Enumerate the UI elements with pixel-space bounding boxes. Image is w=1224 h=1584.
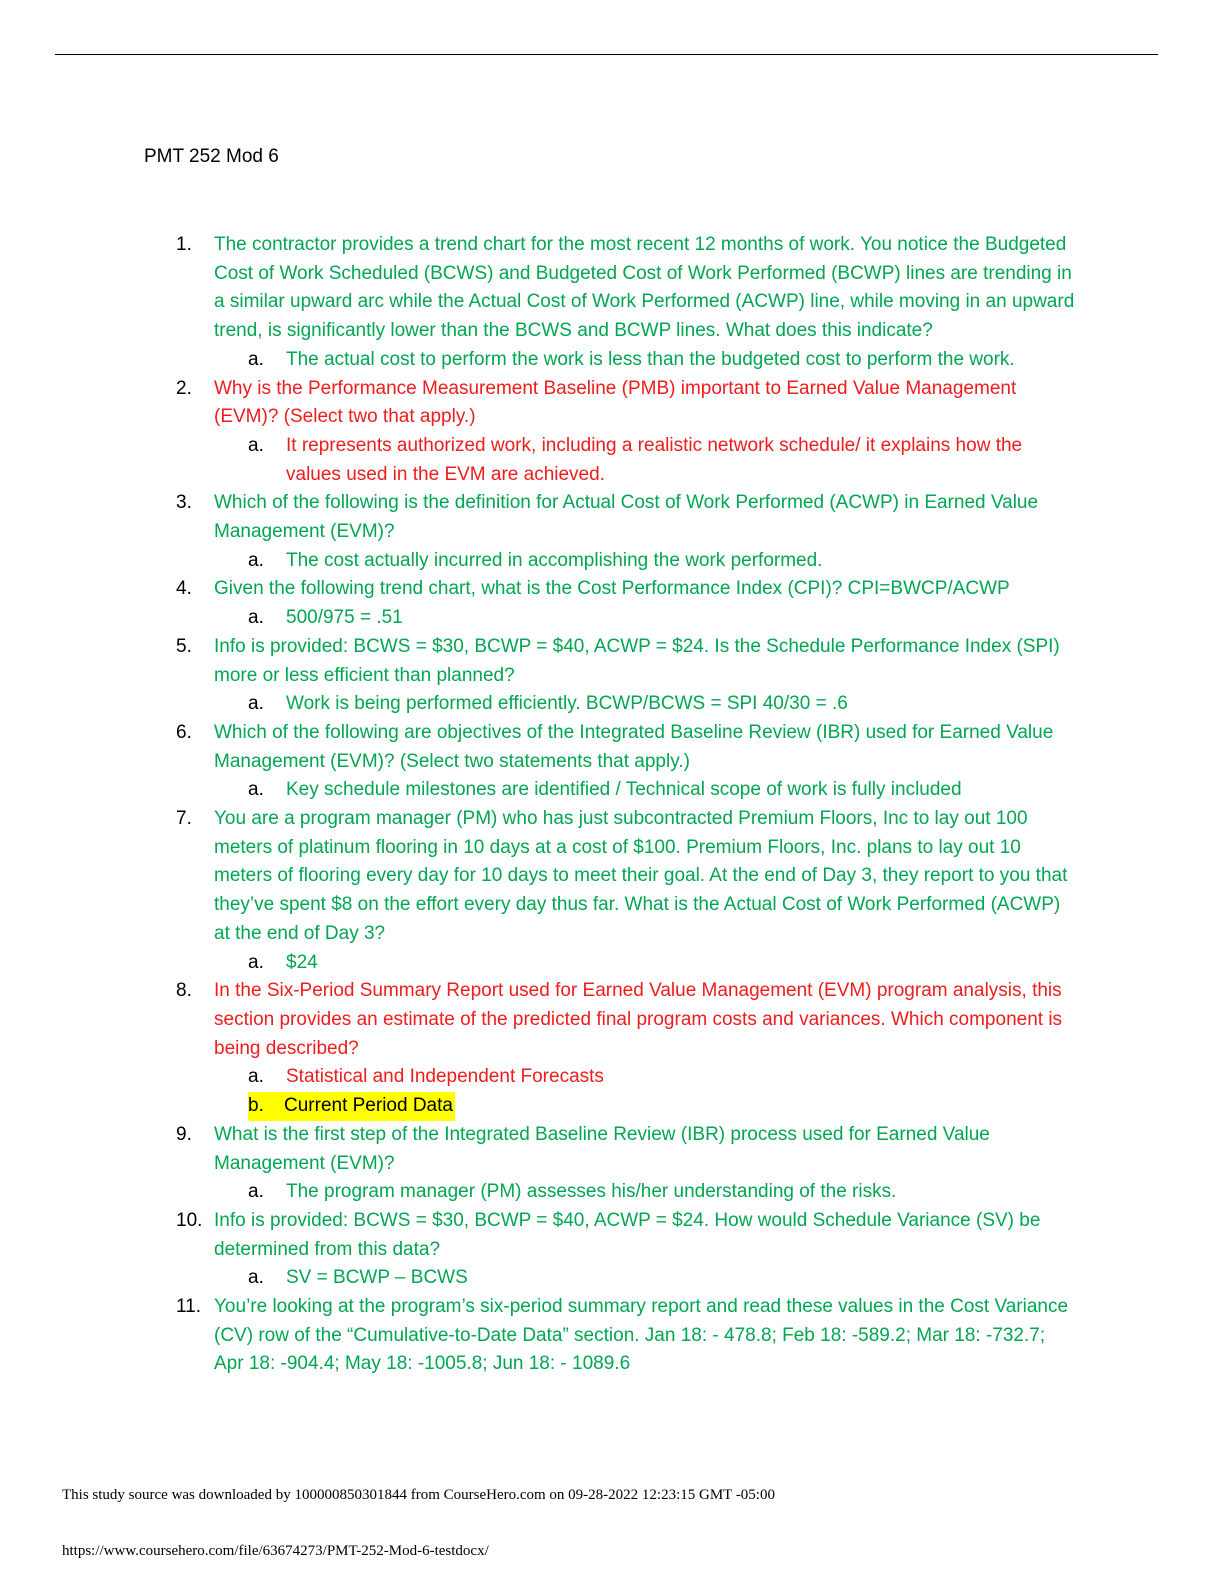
- question-item: [176, 633, 1076, 719]
- answer-list: [214, 604, 1076, 633]
- answer-list: [214, 1178, 1076, 1207]
- question-text: Given the following trend chart, what is the Cost Performance Index (CPI)? CPI=BWCP/ACWP: [214, 578, 1010, 600]
- question-number: 1.: [176, 234, 192, 255]
- question-item: [176, 1121, 1076, 1207]
- question-item: [176, 1293, 1076, 1379]
- answer-letter: a.: [248, 693, 264, 715]
- answer-item: [248, 1264, 1076, 1293]
- answer-list: [214, 1264, 1076, 1293]
- question-item: [176, 575, 1076, 632]
- answer-list: [214, 432, 1076, 489]
- question-text: You’re looking at the program’s six-period summary report and read these values in the Cost Variance (CV) row of the “Cumulative-to-Date Data” section. Jan 18: - 478.8; Feb 18: -589.2; Mar 18: -732.7; Apr 18: -904.4; May 18: -1005.8; Jun 18: - 1089.6: [214, 1296, 1069, 1375]
- answer-list: [214, 949, 1076, 978]
- question-number: 5.: [176, 635, 192, 657]
- question-text: Info is provided: BCWS = $30, BCWP = $40, ACWP = $24. How would Schedule Variance (SV) be determined from this data?: [214, 1209, 1041, 1260]
- question-text: The contractor provides a trend chart for the most recent 12 months of work. You notice the Budgeted Cost of Work Scheduled (BCWS) and Budgeted Cost of Work Performed (BCWP) lines are trending in a similar upward arc while the Actual Cost of Work Performed (ACWP) line, while moving in an upward trend, is significantly lower than the BCWS and BCWP lines. What does this indicate?: [214, 234, 1075, 342]
- top-rule: [55, 54, 1158, 55]
- question-item: [176, 375, 1076, 490]
- question-text: Info is provided: BCWS = $30, BCWP = $40, ACWP = $24. Is the Schedule Performance Index (SPI) more or less efficient than planned?: [214, 635, 1060, 686]
- answer-item: [248, 346, 1076, 375]
- question-number: 8.: [176, 980, 192, 1002]
- question-number: 11.: [176, 1296, 202, 1318]
- question-number: 3.: [176, 492, 192, 514]
- question-number: 4.: [176, 578, 192, 600]
- answer-text: It represents authorized work, including a realistic network schedule/ it explains how the values used in the EVM are achieved.: [286, 434, 1023, 485]
- answer-text: Current Period Data: [284, 1095, 453, 1117]
- answer-text: SV = BCWP – BCWS: [286, 1267, 468, 1289]
- question-text: Which of the following is the definition for Actual Cost of Work Performed (ACWP) in Earned Value Management (EVM)?: [214, 492, 1039, 543]
- answer-text: 500/975 = .51: [286, 607, 403, 629]
- question-text: What is the first step of the Integrated Baseline Review (IBR) process used for Earned Value Management (EVM)?: [214, 1123, 990, 1174]
- question-item: [176, 489, 1076, 575]
- answer-text: The actual cost to perform the work is less than the budgeted cost to perform the work.: [286, 348, 1015, 370]
- footer-url[interactable]: https://www.coursehero.com/file/63674273/PMT-252-Mod-6-testdocx/: [62, 1543, 489, 1559]
- answer-item: [248, 690, 1076, 719]
- question-list: [176, 231, 1076, 1379]
- answer-text: The program manager (PM) assesses his/her understanding of the risks.: [286, 1181, 897, 1203]
- question-number: 10.: [176, 1209, 203, 1231]
- answer-item: [248, 949, 1076, 978]
- answer-item: [248, 604, 1076, 633]
- answer-letter: a.: [248, 1181, 264, 1203]
- document-title: PMT 252 Mod 6: [144, 146, 279, 167]
- answer-list: [214, 690, 1076, 719]
- question-text: Why is the Performance Measurement Baseline (PMB) important to Earned Value Management (EVM)? (Select two that apply.): [214, 377, 1017, 428]
- answer-list: [214, 547, 1076, 576]
- question-item: [176, 231, 1076, 375]
- answer-text: Statistical and Independent Forecasts: [286, 1066, 604, 1088]
- answer-list: [214, 776, 1076, 805]
- answer-text: The cost actually incurred in accomplishing the work performed.: [286, 549, 823, 571]
- answer-text: Key schedule milestones are identified / Technical scope of work is fully included: [286, 779, 962, 801]
- question-number: 2.: [176, 377, 192, 399]
- question-number: 7.: [176, 808, 192, 830]
- answer-letter: a.: [248, 607, 264, 629]
- answer-letter: a.: [248, 1267, 264, 1289]
- answer-item: [248, 432, 1076, 489]
- answer-letter: a.: [248, 549, 264, 571]
- question-text: In the Six-Period Summary Report used for Earned Value Management (EVM) program analysis, this section provides an estimate of the predicted final program costs and variances. Which component is being described?: [214, 980, 1063, 1059]
- answer-item: [248, 547, 1076, 576]
- highlight-mark: [248, 1092, 455, 1121]
- answer-item: [248, 776, 1076, 805]
- question-number: 6.: [176, 721, 192, 743]
- answer-text: $24: [286, 951, 318, 973]
- answer-letter: a.: [248, 348, 264, 370]
- question-item: [176, 977, 1076, 1121]
- answer-item: [248, 1178, 1076, 1207]
- answer-letter: a.: [248, 779, 264, 801]
- answer-list: [214, 346, 1076, 375]
- answer-letter: b.: [248, 1095, 264, 1117]
- footer-source-notice: This study source was downloaded by 100000850301844 from CourseHero.com on 09-28-2022 12:23:15 GMT -05:00: [62, 1487, 775, 1503]
- answer-text: Work is being performed efficiently. BCWP/BCWS = SPI 40/30 = .6: [286, 693, 848, 715]
- question-text: Which of the following are objectives of the Integrated Baseline Review (IBR) used for Earned Value Management (EVM)? (Select two statements that apply.): [214, 721, 1054, 772]
- answer-letter: a.: [248, 951, 264, 973]
- question-item: [176, 719, 1076, 805]
- question-text: You are a program manager (PM) who has just subcontracted Premium Floors, Inc to lay out 100 meters of platinum flooring in 10 days at a cost of $100. Premium Floors, Inc. plans to lay out 10 meters of flooring every day for 10 days to meet their goal. At the end of Day 3, they report to you that they’ve spent $8 on the effort every day thus far. What is the Actual Cost of Work Performed (ACWP) at the end of Day 3?: [214, 808, 1068, 944]
- answer-list: [214, 1063, 1076, 1120]
- answer-item: [248, 1063, 1076, 1092]
- question-item: [176, 1207, 1076, 1293]
- answer-letter: a.: [248, 434, 264, 456]
- question-number: 9.: [176, 1123, 192, 1145]
- answer-letter: a.: [248, 1066, 264, 1088]
- answer-item-highlighted: [248, 1092, 1076, 1121]
- question-item: [176, 805, 1076, 977]
